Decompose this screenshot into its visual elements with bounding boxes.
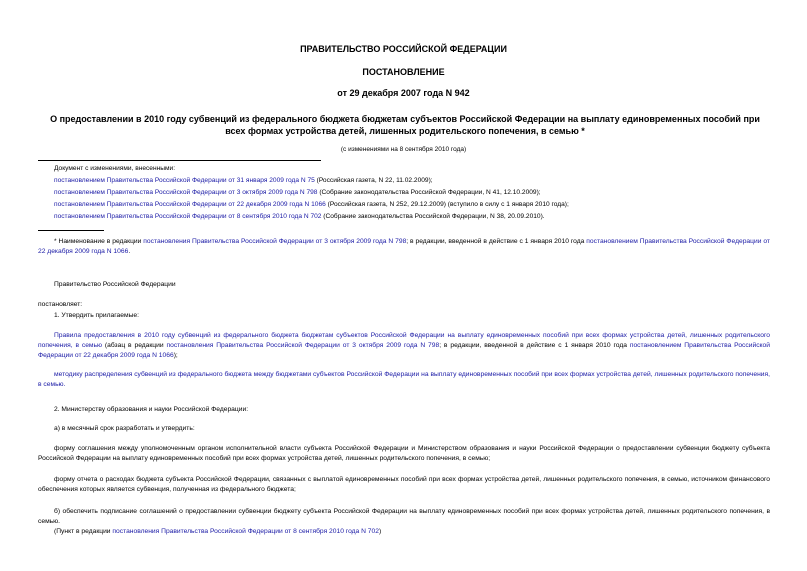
change-item-tail: (Российская газета, N 252, 29.12.2009) (вступило в силу с 1 января 2010 года); xyxy=(325,201,569,208)
document-title: О предоставлении в 2010 году субвенций из федерального бюджета бюджетам субъектов Российской Федерации на выплату единовременных пособий при всех формах устройства детей, лишенных родительского попечения, в семью * xyxy=(50,114,760,136)
change-item xyxy=(54,199,569,211)
body-government: Правительство Российской Федерации xyxy=(54,281,176,288)
change-item xyxy=(54,175,433,187)
title-footnote: * Наименование в редакции постановления Правительства Российской Федерации от 3 октября 2009 года N 798; в редакции, введенной в действие с 1 января 2010 года постановлением Правительства Российской Федерации от 22 декабря 2009 года N 1066. xyxy=(38,238,770,255)
change-link[interactable]: постановлением Правительства Российской Федерации от 3 октября 2009 года N 798 xyxy=(54,189,318,196)
form-agreement-paragraph: форму соглашения между уполномоченным органом исполнительной власти субъекта Российской Федерации и Министерством образования и науки Российской Федерации о предоставлении субвенции бюджету субъекта Российской Федерации на выплату единовременных пособий при всех формах устройства детей, лишенных родительского попечения, в семью; xyxy=(38,445,770,462)
point-edition-note: (Пункт в редакции постановления Правительства Российской Федерации от 8 сентября 2010 года N 702) xyxy=(54,528,382,535)
body-decides: постановляет: xyxy=(38,301,83,308)
government-heading: ПРАВИТЕЛЬСТВО РОССИЙСКОЙ ФЕДЕРАЦИИ xyxy=(300,44,507,54)
footnote-rule xyxy=(38,230,104,231)
item-2b: б) обеспечить подписание соглашений о предоставлении субвенции бюджету субъекта Российской Федерации на выплату единовременных пособий при всех формах устройства детей, лишенных родительского попечения, в семью. xyxy=(38,508,770,525)
form-report-paragraph: форму отчета о расходах бюджета субъекта Российской Федерации, связанных с выплатой единовременных пособий при всех формах устройства детей, лишенных родительского попечения, в семью, источником финансового обеспечения которых является субвенция, полученная из федерального бюджета; xyxy=(38,476,770,493)
document-type-heading: ПОСТАНОВЛЕНИЕ xyxy=(362,67,445,77)
item-1: 1. Утвердить прилагаемые: xyxy=(54,312,139,319)
changes-top-rule xyxy=(38,160,321,161)
change-item-tail: (Российская газета, N 22, 11.02.2009); xyxy=(314,177,433,184)
method-link[interactable]: методику распределения субвенций из федерального бюджета между бюджетами субъектов Российской Федерации на выплату единовременных пособий при всех формах устройства детей, лишенных родительского попечения, в семью. xyxy=(38,371,770,388)
method-paragraph xyxy=(38,370,770,390)
change-item xyxy=(54,211,545,223)
changes-intro: Документ с изменениями, внесенными: xyxy=(54,165,176,172)
item-2: 2. Министерству образования и науки Российской Федерации: xyxy=(54,406,249,413)
change-item xyxy=(54,187,541,199)
change-item-tail: (Собрание законодательства Российской Федерации, N 41, 12.10.2009); xyxy=(317,189,541,196)
rules-paragraph: Правила предоставления в 2010 году субвенций из федерального бюджета бюджетам субъектов Российской Федерации на выплату единовременных пособий при всех формах устройства детей, лишенных родительского попечения, в семью (абзац в редакции постановления Правительства Российской Федерации от 3 октября 2009 года N 798; в редакции, введенной в действие с 1 января 2010 года постановлением Правительства Российской Федерации от 22 декабря 2009 года N 1066); xyxy=(38,332,771,359)
item-2a: а) в месячный срок разработать и утвердить: xyxy=(54,425,195,432)
change-item-tail: (Собрание законодательства Российской Федерации, N 38, 20.09.2010). xyxy=(321,213,545,220)
footnote-link[interactable]: постановления Правительства Российской Федерации от 3 октября 2009 года N 798 xyxy=(143,238,407,245)
footnote-link[interactable]: постановлением Правительства Российской Федерации от 22 декабря 2009 года N 1066 xyxy=(38,238,770,255)
amendment-note: (с изменениями на 8 сентября 2010 года) xyxy=(340,146,467,153)
document-date-number: от 29 декабря 2007 года N 942 xyxy=(337,88,470,98)
rules-amend-link[interactable]: постановления Правительства Российской Федерации от 3 октября 2009 года N 798 xyxy=(166,342,440,349)
change-link[interactable]: постановлением Правительства Российской Федерации от 22 декабря 2009 года N 1066 xyxy=(54,201,326,208)
rules-amend-link[interactable]: постановлением Правительства Российской Федерации от 22 декабря 2009 года N 1066 xyxy=(38,342,771,359)
point-edition-link[interactable]: постановления Правительства Российской Федерации от 8 сентября 2010 года N 702 xyxy=(112,528,379,535)
rules-link[interactable]: Правила предоставления в 2010 году субвенций из федерального бюджета бюджетам субъектов Российской Федерации на выплату единовременных пособий при всех формах устройства детей, лишенных родительского попечения, в семью xyxy=(38,332,770,349)
change-link[interactable]: постановлением Правительства Российской Федерации от 8 сентября 2010 года N 702 xyxy=(54,213,322,220)
change-link[interactable]: постановлением Правительства Российской Федерации от 31 января 2009 года N 75 xyxy=(54,177,315,184)
